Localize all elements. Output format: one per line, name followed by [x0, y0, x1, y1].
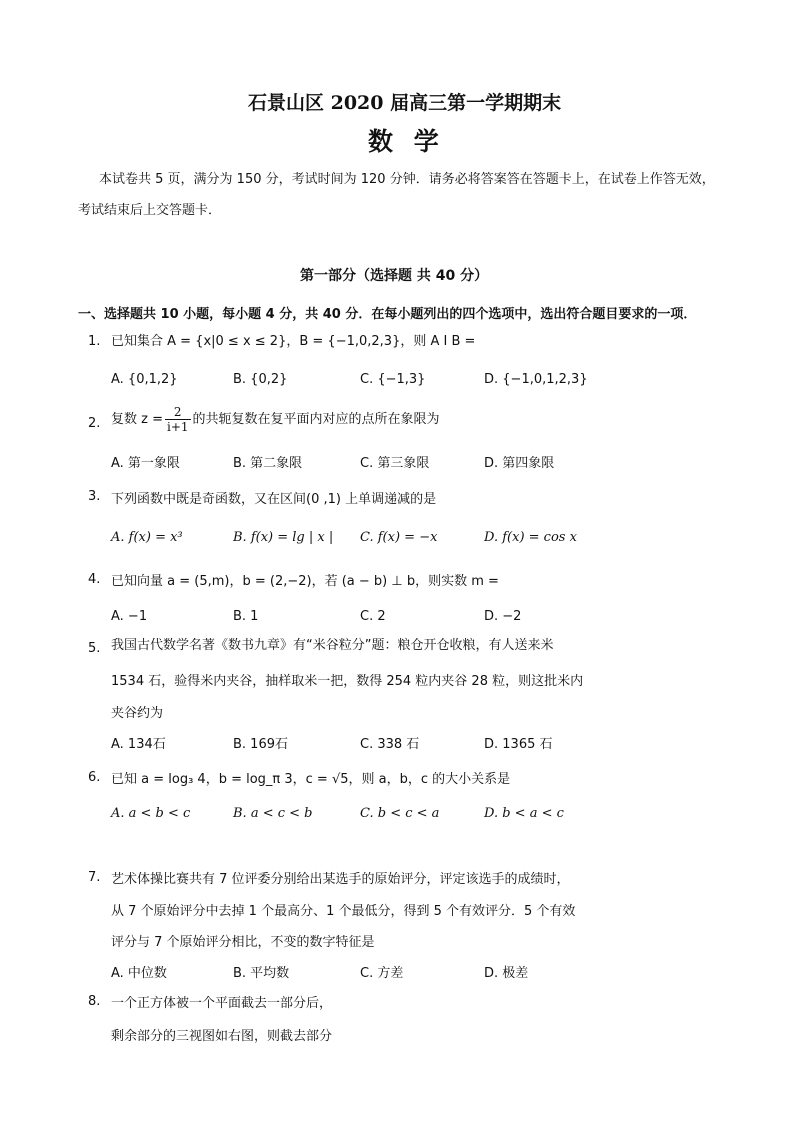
option-d: D. {−1,0,1,2,3} — [484, 372, 588, 387]
option-a: A. {0,1,2} — [111, 372, 178, 387]
question-number: 4. — [88, 572, 101, 587]
question-stem-line: 我国古代数学名著《数书九章》有“米谷粒分”题：粮仓开仓收粮，有人送来米 — [111, 638, 554, 653]
question-stem-line: 从 7 个原始评分中去掉 1 个最高分、1 个最低分，得到 5 个有效评分．5 个有效 — [111, 904, 576, 919]
option-c: C. {−1,3} — [360, 372, 426, 387]
part1-instruction: 一、选择题共 10 小题，每小题 4 分，共 40 分．在每小题列出的四个选项中，选出符合题目要求的一项． — [78, 307, 697, 322]
question-number: 5. — [88, 641, 101, 656]
option-c: C. 338 石 — [360, 737, 420, 752]
option-c: C. f(x) = −x — [360, 530, 438, 545]
question-stem-line: 评分与 7 个原始评分相比，不变的数字特征是 — [111, 935, 375, 950]
question-stem-line: 已知 a = log₃ 4，b = log_π 3，c = √5，则 a，b，c 的大小关系是 — [111, 772, 511, 787]
question-stem-line: 下列函数中既是奇函数，又在区间(0 ,1) 上单调递减的是 — [111, 492, 437, 507]
option-b: B. f(x) = lg | x | — [233, 530, 334, 545]
option-b: B. 第二象限 — [233, 456, 303, 471]
question-stem-line — [111, 405, 440, 434]
question-stem-line: 已知集合 A = {x|0 ≤ x ≤ 2}，B = {−1,0,2,3}，则 A I B = — [111, 334, 476, 349]
question-number: 8. — [88, 994, 101, 1009]
question-number: 2. — [88, 416, 101, 431]
question-number: 6. — [88, 770, 101, 785]
fraction-numerator: 2 — [165, 405, 191, 420]
option-d: D. 1365 石 — [484, 737, 553, 752]
option-c: C. 方差 — [360, 966, 404, 981]
option-b: B. 169石 — [233, 737, 288, 752]
intro-line-1: 本试卷共 5 页，满分为 150 分，考试时间为 120 分钟．请务必将答案答在答题卡上，在试卷上作答无效， — [99, 172, 715, 187]
exam-subject: 数 学 — [368, 127, 445, 156]
fraction — [165, 405, 191, 434]
option-b: B. 平均数 — [233, 966, 290, 981]
question-number: 3. — [88, 489, 101, 504]
fraction-denominator: i+1 — [166, 420, 189, 434]
option-d: D. 极差 — [484, 966, 529, 981]
option-b: B. {0,2} — [233, 372, 288, 387]
question-stem-line: 艺术体操比赛共有 7 位评委分别给出某选手的原始评分，评定该选手的成绩时， — [111, 872, 570, 887]
question-stem-line: 剩余部分的三视图如右图，则截去部分 — [111, 1029, 333, 1044]
option-a: A. f(x) = x³ — [111, 530, 183, 545]
option-c: C. 2 — [360, 609, 386, 624]
question-number: 1. — [88, 334, 101, 349]
exam-title: 石景山区 2020 届高三第一学期期末 — [248, 92, 562, 114]
part1-heading: 第一部分（选择题 共 40 分） — [300, 268, 489, 284]
option-d: D. 第四象限 — [484, 456, 555, 471]
option-b: B. 1 — [233, 609, 259, 624]
question-number: 7. — [88, 870, 101, 885]
option-b: B. a < c < b — [233, 806, 313, 821]
option-d: D. −2 — [484, 609, 522, 624]
option-c: C. 第三象限 — [360, 456, 430, 471]
intro-line-2: 考试结束后上交答题卡． — [78, 203, 222, 218]
option-d: D. b < a < c — [484, 806, 564, 821]
option-d: D. f(x) = cos x — [484, 530, 577, 545]
stem-suffix: 的共轭复数在复平面内对应的点所在象限为 — [192, 412, 440, 427]
question-stem-line: 1534 石，验得米内夹谷，抽样取米一把，数得 254 粒内夹谷 28 粒，则这批米内 — [111, 674, 584, 689]
option-c: C. b < c < a — [360, 806, 440, 821]
question-stem-line: 已知向量 a = (5,m)，b = (2,−2)，若 (a − b) ⊥ b，则实数 m = — [111, 574, 499, 589]
question-stem-line: 一个正方体被一个平面截去一部分后， — [111, 996, 333, 1011]
option-a: A. a < b < c — [111, 806, 191, 821]
option-a: A. 134石 — [111, 737, 166, 752]
question-stem-line: 夹谷约为 — [111, 706, 164, 721]
option-a: A. −1 — [111, 609, 148, 624]
option-a: A. 中位数 — [111, 966, 167, 981]
stem-prefix: 复数 z = — [111, 412, 163, 427]
option-a: A. 第一象限 — [111, 456, 180, 471]
